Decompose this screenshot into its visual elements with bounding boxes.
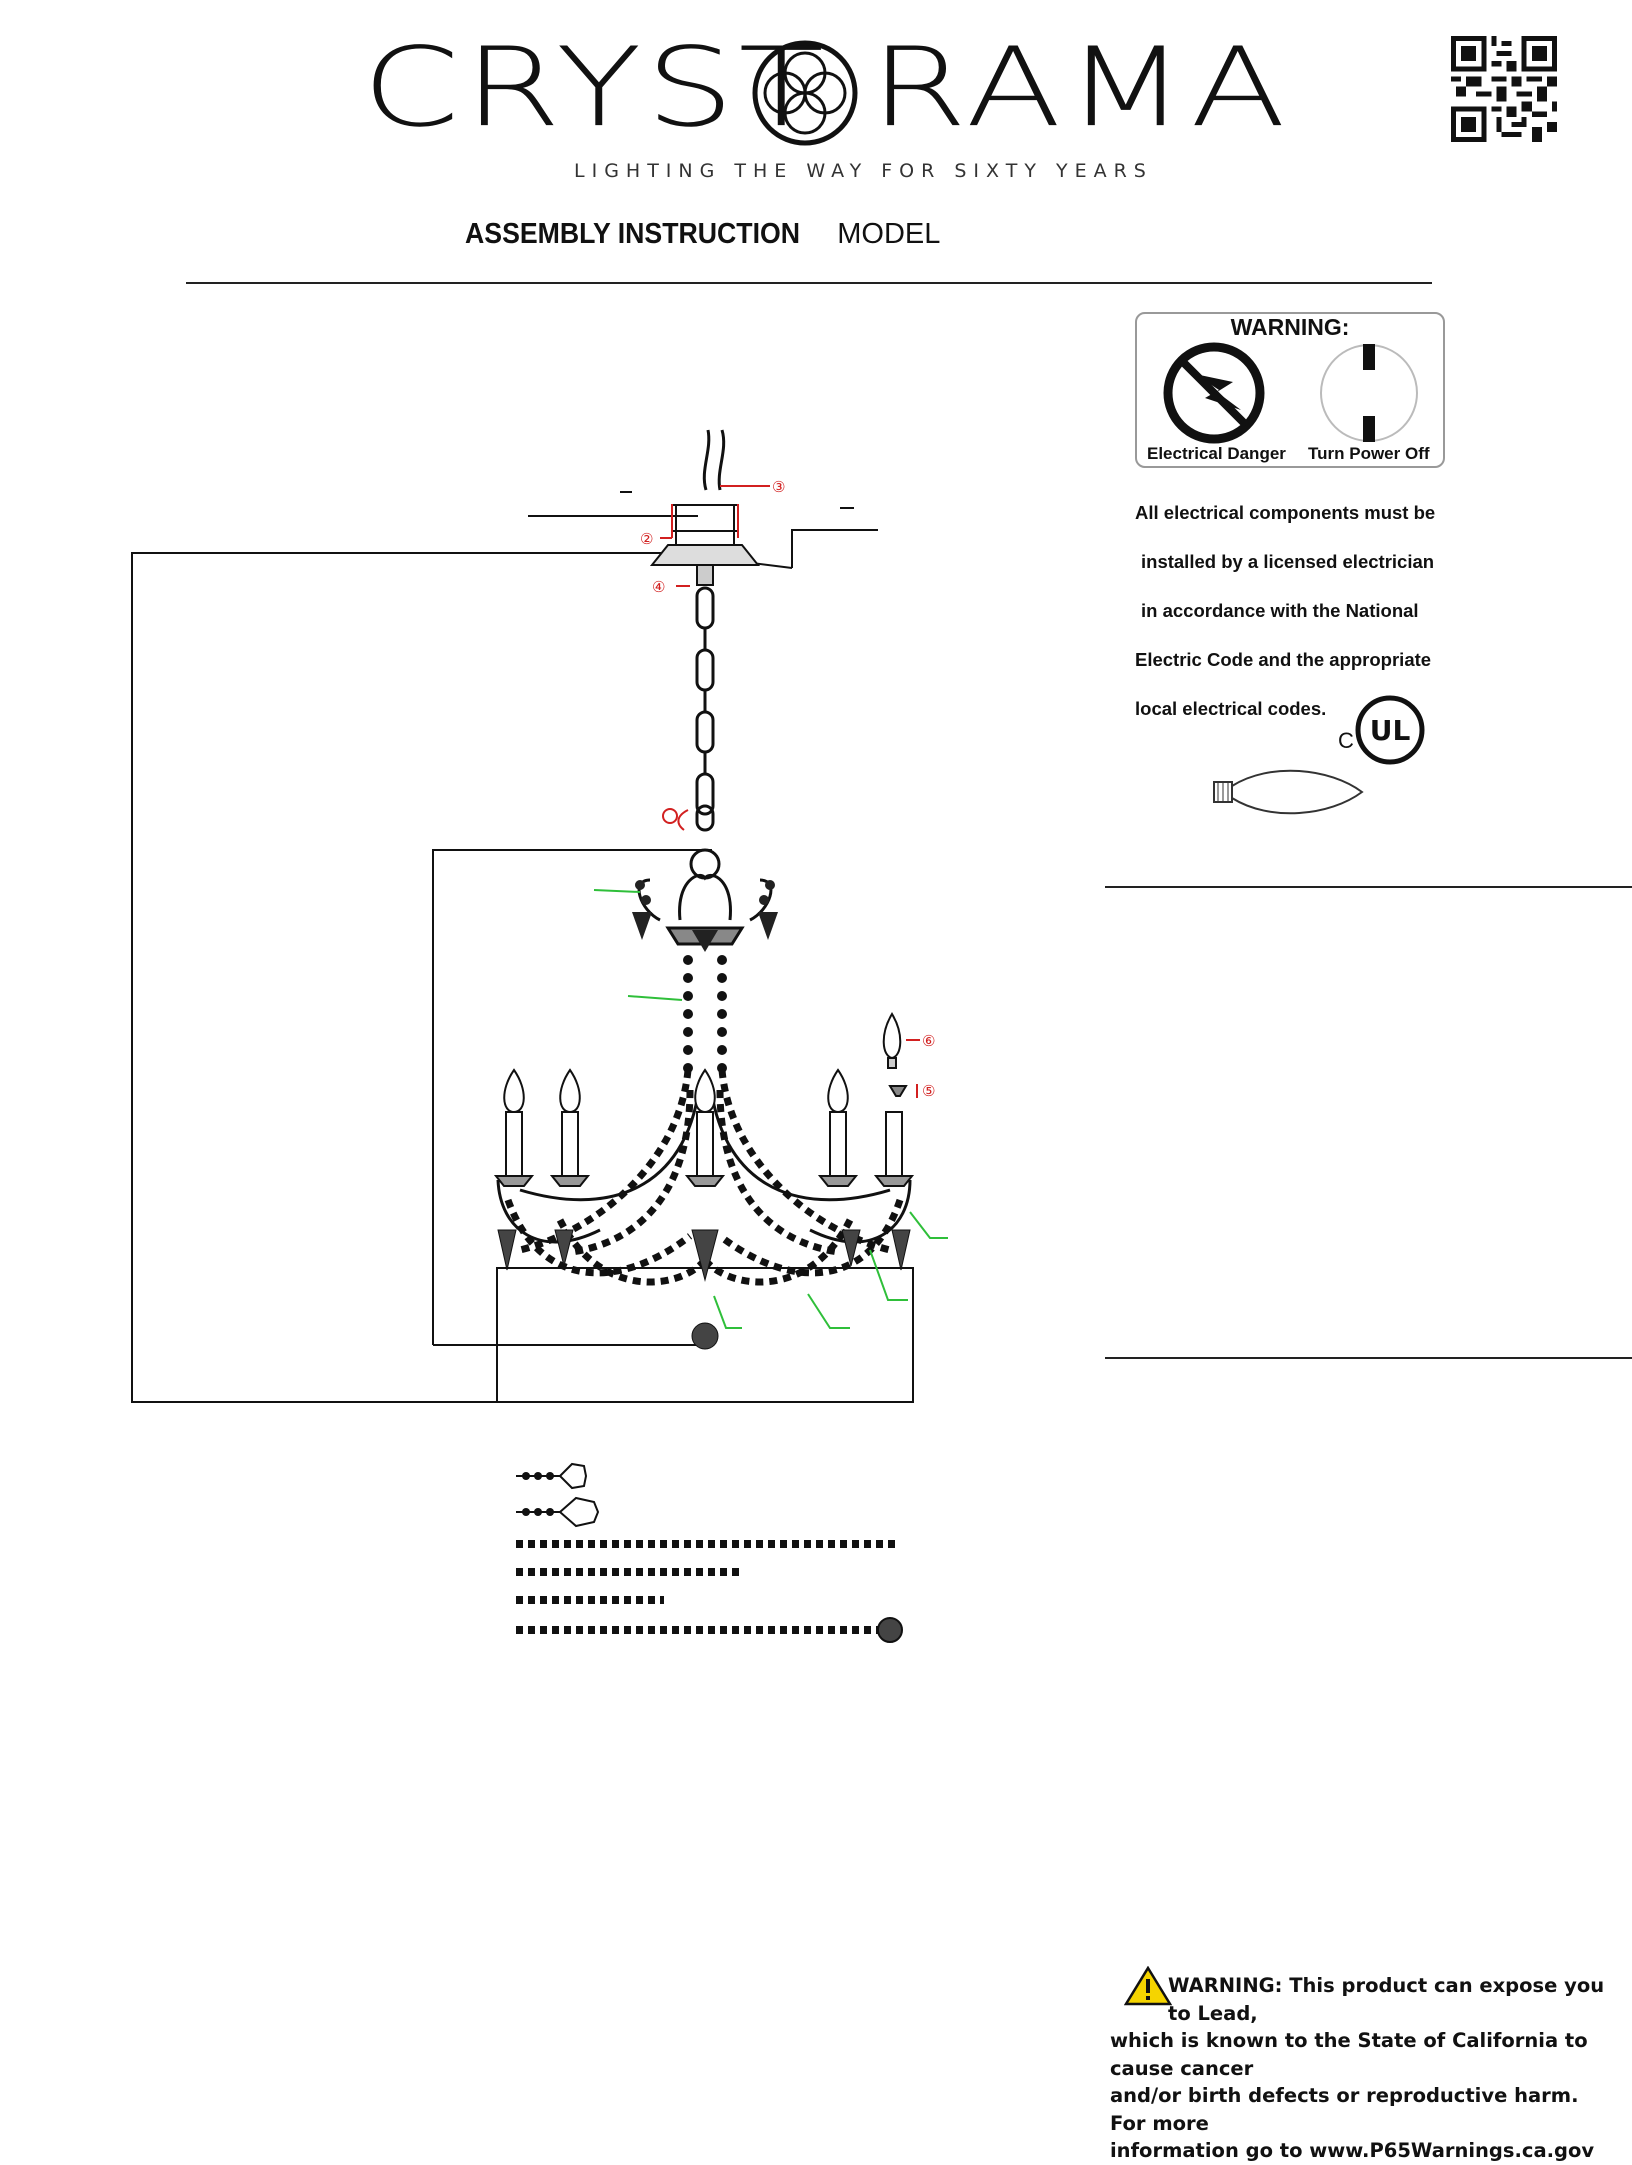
warning-line: local electrical codes.	[1135, 698, 1327, 719]
prop65-line-1: WARNING: This product can expose you to Lead,	[1168, 1974, 1605, 2025]
canopy	[652, 430, 758, 585]
warning-heading: WARNING:	[1230, 314, 1350, 340]
ul-listed-icon	[1354, 694, 1426, 766]
arm-crystals	[498, 1230, 910, 1349]
prop65-warning	[1110, 1972, 1610, 2165]
ul-mark-text: UL	[1369, 714, 1411, 747]
chain	[697, 588, 713, 830]
ceiling-step	[792, 530, 878, 568]
warning-line: in accordance with the National	[1141, 600, 1419, 621]
warning-line: installed by a licensed electrician	[1141, 551, 1435, 572]
prop65-line-4: information go to www.P65Warnings.ca.gov	[1110, 2139, 1595, 2162]
brand-text-right: RAMA	[870, 24, 1290, 152]
electrical-danger-icon	[1161, 340, 1267, 446]
callout-small-marks	[663, 809, 677, 823]
title-bold: ASSEMBLY INSTRUCTION	[465, 218, 801, 250]
callout-4: ④	[652, 578, 666, 596]
right-divider-1	[1105, 886, 1632, 888]
outer-dimension-frame	[132, 552, 524, 1402]
title-model: MODEL	[837, 218, 941, 250]
warning-line: All electrical components must be	[1135, 502, 1436, 523]
right-divider-2	[1105, 1357, 1632, 1359]
callout-5: ⑤	[922, 1082, 936, 1100]
tagline: LIGHTING THE WAY FOR SIXTY YEARS	[574, 160, 1153, 182]
turn-power-off-icon	[1316, 340, 1422, 446]
turn-power-off-label: Turn Power Off	[1308, 444, 1430, 463]
candle-bulb-icon	[1210, 764, 1366, 820]
callout-6: ⑥	[922, 1032, 936, 1050]
crown	[639, 850, 771, 944]
callout-2: ②	[640, 530, 654, 548]
candles	[496, 1014, 912, 1186]
callout-3: ③	[772, 478, 786, 496]
callout-numbers	[640, 478, 935, 1100]
center-bead-strands	[683, 955, 727, 1073]
ul-c-mark: C	[1338, 728, 1354, 753]
warning-line: Electric Code and the appropriate	[1135, 649, 1432, 670]
prop65-line-2: which is known to the State of California to cause cancer	[1110, 2029, 1588, 2080]
prop65-line-3: and/or birth defects or reproductive harm. For more	[1110, 2084, 1579, 2135]
qr-code-icon	[1451, 36, 1557, 142]
electrical-danger-label: Electrical Danger	[1147, 444, 1286, 463]
brand-text-left: CRYST	[362, 24, 828, 152]
parts-list	[516, 1464, 902, 1642]
